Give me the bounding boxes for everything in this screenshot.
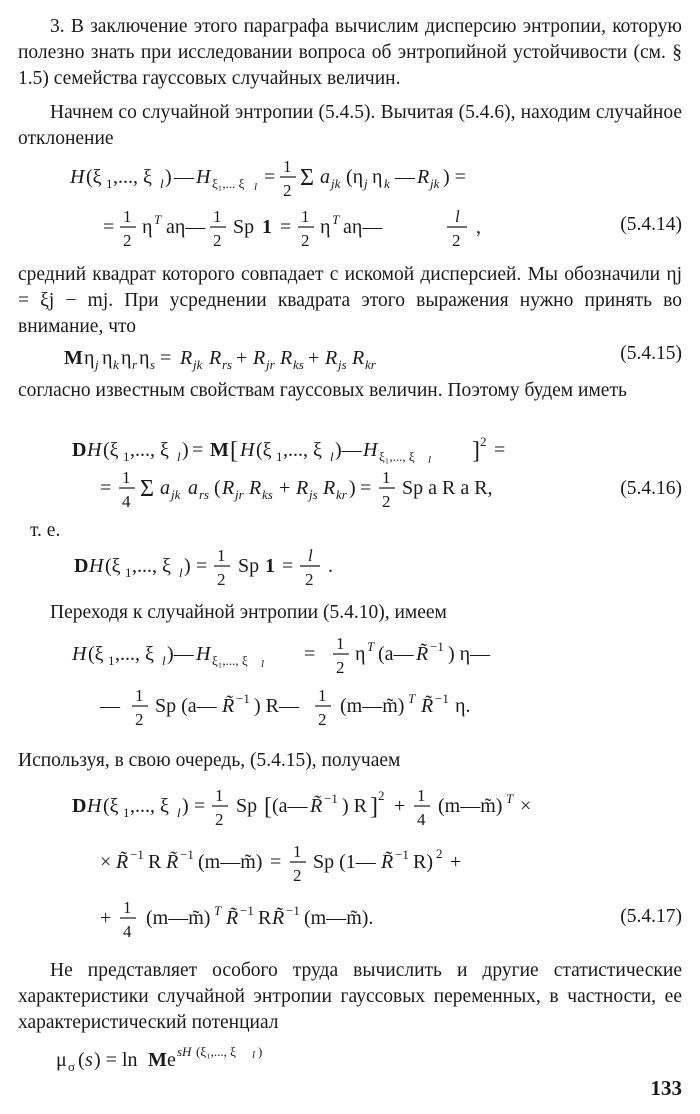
svg-text:l: l (254, 181, 258, 193)
svg-text:M: M (148, 1049, 167, 1071)
svg-text:×: × (520, 795, 532, 817)
svg-text:=: = (160, 347, 172, 369)
svg-text:Sp a R a R,: Sp a R a R, (402, 477, 493, 499)
svg-text:1: 1 (293, 842, 302, 861)
svg-text:2: 2 (301, 231, 310, 250)
equation-5-4-15 (0, 340, 700, 376)
svg-text:,..., ξ: ,..., ξ (132, 555, 171, 577)
svg-text:1: 1 (108, 653, 115, 668)
svg-text:R): R) (413, 851, 433, 873)
svg-text:jr: jr (235, 487, 244, 502)
svg-text:,: , (476, 216, 481, 238)
svg-text:R: R (148, 851, 162, 873)
svg-text:σ: σ (68, 1059, 76, 1074)
svg-text:−1: −1 (286, 903, 300, 918)
svg-text:−1: −1 (236, 691, 250, 706)
svg-text:a: a (188, 477, 198, 499)
svg-text:η: η (139, 347, 150, 369)
paragraph-ie: т. е. (30, 520, 61, 541)
equation-5-4-14-line1 (0, 152, 700, 202)
svg-text:2: 2 (217, 570, 226, 589)
equation-5-4-16-line2 (0, 466, 700, 516)
svg-text:Sp (a—: Sp (a— (155, 695, 217, 717)
svg-text:−1: −1 (430, 639, 444, 654)
svg-text:η: η (355, 643, 366, 665)
svg-text:+: + (236, 347, 248, 369)
svg-text:R: R (180, 347, 193, 369)
svg-text:(ξ: (ξ (103, 439, 119, 461)
svg-text:T: T (506, 791, 514, 806)
svg-text:(m—m̃): (m—m̃) (146, 907, 211, 929)
svg-text:η: η (142, 216, 153, 238)
svg-text:l: l (177, 449, 181, 464)
svg-text:(ξ: (ξ (86, 166, 102, 188)
svg-text:1: 1 (262, 216, 272, 238)
svg-text:a: a (320, 166, 330, 188)
svg-text:=: = (194, 795, 206, 817)
svg-text:T: T (214, 903, 222, 918)
svg-text:R̃: R̃ (416, 643, 429, 665)
svg-text:2: 2 (135, 710, 144, 729)
svg-text:R: R (222, 477, 235, 499)
page-number: 133 (650, 1076, 682, 1100)
svg-text:−1: −1 (324, 791, 338, 806)
svg-text:jk: jk (171, 487, 181, 502)
svg-text:+: + (308, 347, 320, 369)
svg-text:j: j (364, 176, 368, 191)
svg-text:R̃: R̃ (272, 907, 285, 929)
svg-text:1: 1 (123, 449, 130, 464)
svg-text:R̃: R̃ (381, 851, 394, 873)
svg-text:1: 1 (336, 634, 345, 653)
svg-text:e: e (167, 1049, 176, 1071)
svg-text:H: H (196, 643, 211, 665)
svg-text:−1: −1 (180, 847, 194, 862)
svg-text:2: 2 (215, 810, 224, 829)
svg-text:η: η (121, 347, 132, 369)
svg-text:(m—m̃): (m—m̃) (198, 851, 263, 873)
svg-text:2: 2 (480, 434, 487, 449)
svg-text:M: M (210, 439, 229, 461)
svg-text:H: H (72, 643, 87, 665)
svg-text:1: 1 (382, 468, 391, 487)
svg-text:l: l (428, 454, 432, 466)
equation-5-4-17-line1 (0, 780, 700, 836)
equation-random-entropy-line2 (0, 682, 700, 734)
svg-text:(m—m̃): (m—m̃) (340, 695, 405, 717)
svg-text:l: l (160, 176, 164, 191)
svg-text:(η: (η (346, 166, 364, 188)
svg-text:Σ: Σ (140, 476, 154, 502)
svg-text:−1: −1 (395, 847, 409, 862)
svg-text:D: D (72, 795, 87, 817)
svg-text:2: 2 (382, 492, 391, 511)
svg-text:,..., ξ: ,..., ξ (130, 439, 169, 461)
svg-text:k: k (384, 176, 390, 191)
svg-text:R̃: R̃ (116, 851, 129, 873)
equation-5-4-17-line3 (0, 892, 700, 948)
svg-text:l: l (455, 207, 460, 226)
equation-5-4-14-line2 (0, 202, 700, 254)
svg-text:R̃: R̃ (310, 795, 323, 817)
svg-text:1: 1 (301, 207, 310, 226)
paragraph-using: Используя, в свою очередь, (5.4.15), получаем (18, 750, 401, 771)
svg-text:ξ₁,..., ξ: ξ₁,..., ξ (379, 449, 415, 464)
equation-5-4-17-line2 (0, 836, 700, 892)
svg-text:)—: )— (335, 439, 362, 461)
svg-text:1: 1 (417, 786, 426, 805)
svg-text:js: js (309, 487, 318, 502)
paragraph-gaussian-props: согласно известным свойствам гауссовых величин. Поэтому будем иметь (18, 380, 627, 401)
equation-number: (5.4.14) (620, 214, 682, 235)
paragraph-characteristic: Не представляет особого труда вычислить и другие статистические характеристики случайной энтропии гауссовых переменных, в частности, ее характеристический потенциал (18, 960, 682, 1033)
svg-text:(ξ: (ξ (103, 795, 119, 817)
svg-text:2: 2 (452, 231, 461, 250)
svg-text:1: 1 (215, 786, 224, 805)
svg-text:4: 4 (122, 492, 131, 511)
svg-text:Sp: Sp (236, 795, 258, 817)
svg-text:=: = (103, 216, 115, 238)
svg-text:(ξ: (ξ (88, 643, 104, 665)
svg-text:ks: ks (262, 487, 273, 502)
svg-text:s: s (85, 1049, 93, 1071)
svg-text:aη—: aη— (343, 216, 383, 238)
svg-text:R: R (280, 347, 293, 369)
svg-text:): ) (182, 795, 189, 817)
svg-text:H: H (87, 439, 102, 461)
svg-text:R: R (249, 477, 262, 499)
svg-text:T: T (332, 212, 340, 227)
svg-text:H: H (240, 439, 255, 461)
svg-text:kr: kr (365, 357, 376, 372)
svg-text:R: R (253, 347, 266, 369)
svg-text:1: 1 (122, 468, 131, 487)
svg-text:(ξ₁,..., ξ: (ξ₁,..., ξ (196, 1044, 236, 1059)
svg-text:2: 2 (305, 570, 314, 589)
svg-text:l: l (261, 658, 265, 670)
svg-text:2: 2 (378, 788, 385, 803)
svg-text:rs: rs (222, 357, 233, 372)
svg-text:×: × (100, 851, 112, 873)
svg-text:D: D (74, 555, 89, 577)
svg-text:1: 1 (283, 157, 292, 176)
svg-text:1: 1 (123, 805, 130, 820)
svg-text:+: + (394, 795, 406, 817)
svg-text:2: 2 (336, 658, 345, 677)
svg-text:M: M (64, 347, 83, 369)
equation-number: (5.4.17) (620, 906, 682, 927)
svg-text:l: l (177, 805, 181, 820)
svg-text:=: = (304, 643, 316, 665)
svg-text:ks: ks (293, 357, 304, 372)
svg-text:): ) (349, 477, 356, 499)
svg-text:+: + (279, 477, 291, 499)
svg-text:jr: jr (266, 357, 275, 372)
svg-text:=: = (100, 477, 112, 499)
svg-text:R: R (417, 166, 430, 188)
svg-text:μ: μ (56, 1049, 67, 1071)
svg-text:(ξ: (ξ (256, 439, 272, 461)
svg-text:R̃: R̃ (226, 907, 239, 929)
svg-text:1: 1 (123, 898, 132, 917)
svg-text:Σ: Σ (300, 165, 314, 191)
paragraph-mean-square: средний квадрат которого совпадает с искомой дисперсией. Мы обозначили ηj = ξj − mj. При усреднении квадрата этого выражения нужно принять во внимание, что (18, 264, 682, 337)
svg-text:H: H (89, 555, 104, 577)
svg-text:1: 1 (106, 176, 113, 191)
svg-text:R: R (323, 477, 336, 499)
svg-text:l: l (330, 449, 334, 464)
svg-text:R̃: R̃ (166, 851, 179, 873)
svg-text:s: s (150, 357, 156, 372)
svg-text:l: l (308, 546, 313, 565)
svg-text:r: r (132, 357, 138, 372)
svg-text:ξ₁,... ξ: ξ₁,... ξ (212, 176, 245, 191)
svg-text:Sp (1—: Sp (1— (313, 851, 376, 873)
svg-text:) = ln: ) = ln (94, 1049, 138, 1071)
svg-text:(ξ: (ξ (105, 555, 121, 577)
svg-text:2: 2 (318, 710, 327, 729)
svg-text:k: k (113, 357, 119, 372)
svg-text:jk: jk (193, 357, 203, 372)
svg-text:1: 1 (213, 207, 222, 226)
svg-text:η: η (372, 166, 383, 188)
svg-text:=: = (494, 439, 506, 461)
svg-text:]: ] (370, 794, 378, 820)
svg-text:=: = (192, 439, 204, 461)
svg-text:=: = (196, 555, 208, 577)
svg-text:(: ( (78, 1049, 85, 1071)
svg-text:): ) (182, 439, 189, 461)
svg-text:R: R (352, 347, 365, 369)
svg-text:+: + (100, 907, 112, 929)
svg-text:,..., ξ: ,..., ξ (130, 795, 169, 817)
svg-text:sH: sH (177, 1044, 192, 1059)
svg-text:)—: )— (167, 643, 194, 665)
svg-text:l: l (162, 653, 166, 668)
svg-text:4: 4 (123, 922, 132, 941)
svg-text:=: = (280, 216, 292, 238)
svg-text:—: — (395, 166, 415, 188)
svg-text:1: 1 (265, 555, 275, 577)
svg-text:−1: −1 (240, 903, 254, 918)
svg-text:—: — (100, 695, 120, 717)
svg-text:H: H (70, 166, 85, 188)
svg-text:=: = (270, 851, 282, 873)
svg-text:−1: −1 (130, 847, 144, 862)
equation-dispersion-simple (0, 542, 700, 594)
svg-text:js: js (338, 357, 347, 372)
svg-text:—: — (174, 166, 194, 188)
svg-text:T: T (408, 691, 416, 706)
svg-text:η: η (84, 347, 95, 369)
svg-text:η: η (320, 216, 331, 238)
svg-text:): ) (165, 166, 172, 188)
svg-text:kr: kr (336, 487, 347, 502)
svg-text:,..., ξ: ,..., ξ (283, 439, 322, 461)
svg-text:1: 1 (123, 207, 132, 226)
svg-text:η: η (102, 347, 113, 369)
equation-characteristic-potential (0, 1036, 400, 1080)
svg-text:−1: −1 (435, 691, 449, 706)
svg-text:R: R (258, 907, 272, 929)
svg-text:) R: ) R (342, 795, 367, 817)
svg-text:a: a (160, 477, 170, 499)
equation-number: (5.4.16) (620, 478, 682, 499)
svg-text:(: ( (214, 477, 221, 499)
svg-text:]: ] (472, 438, 480, 464)
svg-text:.: . (328, 555, 333, 577)
svg-text:j: j (95, 357, 99, 372)
svg-text:ξ₁,..., ξ: ξ₁,..., ξ (212, 653, 248, 668)
svg-text:=: = (360, 477, 372, 499)
svg-text:[: [ (230, 438, 238, 464)
svg-text:): ) (258, 1044, 263, 1059)
svg-text:(m—m̃).: (m—m̃). (304, 907, 374, 929)
svg-text:H: H (87, 795, 102, 817)
svg-text:=: = (264, 166, 276, 188)
svg-text:R: R (325, 347, 338, 369)
svg-text:=: = (282, 555, 294, 577)
equation-random-entropy-line1 (0, 630, 700, 682)
svg-text:Sp: Sp (238, 555, 260, 577)
equation-5-4-16-line1 (0, 428, 700, 468)
svg-text:l: l (179, 565, 183, 580)
svg-text:(a—: (a— (378, 643, 414, 665)
paragraph-passing: Переходя к случайной энтропии (5.4.10), имеем (50, 602, 447, 623)
svg-text:1: 1 (125, 565, 132, 580)
svg-text:aη—: aη— (166, 216, 206, 238)
svg-text:R: R (296, 477, 309, 499)
svg-text:jk: jk (331, 176, 341, 191)
svg-text:) =: ) = (443, 166, 466, 188)
svg-text:2: 2 (283, 181, 292, 200)
svg-text:,..., ξ: ,..., ξ (113, 166, 152, 188)
svg-text:4: 4 (417, 810, 426, 829)
svg-text:1: 1 (135, 686, 144, 705)
svg-text:T: T (367, 639, 375, 654)
svg-text:η.: η. (455, 695, 471, 717)
svg-text:(m—m̃): (m—m̃) (438, 795, 503, 817)
svg-text:) R—: ) R— (254, 695, 299, 717)
svg-text:H: H (196, 166, 211, 188)
svg-text:D: D (72, 439, 87, 461)
svg-text:Sp: Sp (233, 216, 255, 238)
svg-text:R̃: R̃ (421, 695, 434, 717)
svg-text:T: T (154, 212, 162, 227)
svg-text:2: 2 (213, 231, 222, 250)
svg-text:2: 2 (123, 231, 132, 250)
svg-text:rs: rs (199, 487, 210, 502)
svg-text:): ) (184, 555, 191, 577)
paragraph-intro: 3. В заключение этого параграфа вычислим дисперсию энтропии, которую полезно знать при исследовании вопроса об энтропийной устойчивости (см. § 1.5) семейства гауссовых случайных величин. (18, 16, 682, 89)
svg-text:[: [ (264, 794, 272, 820)
svg-text:) η—: ) η— (448, 643, 491, 665)
svg-text:1: 1 (276, 449, 283, 464)
equation-number: (5.4.15) (620, 343, 682, 364)
svg-text:1: 1 (217, 546, 226, 565)
svg-text:R: R (209, 347, 222, 369)
svg-text:+: + (450, 851, 462, 873)
svg-text:jk: jk (430, 176, 440, 191)
svg-text:2: 2 (293, 866, 302, 885)
svg-text:(a—: (a— (272, 795, 308, 817)
svg-text:,..., ξ: ,..., ξ (115, 643, 154, 665)
svg-text:R̃: R̃ (222, 695, 235, 717)
svg-text:1: 1 (318, 686, 327, 705)
svg-text:l: l (252, 1049, 256, 1061)
svg-text:2: 2 (436, 846, 443, 861)
paragraph-random-entropy: Начнем со случайной энтропии (5.4.5). Вычитая (5.4.6), находим случайное отклонение (18, 102, 682, 149)
svg-text:H: H (363, 439, 378, 461)
